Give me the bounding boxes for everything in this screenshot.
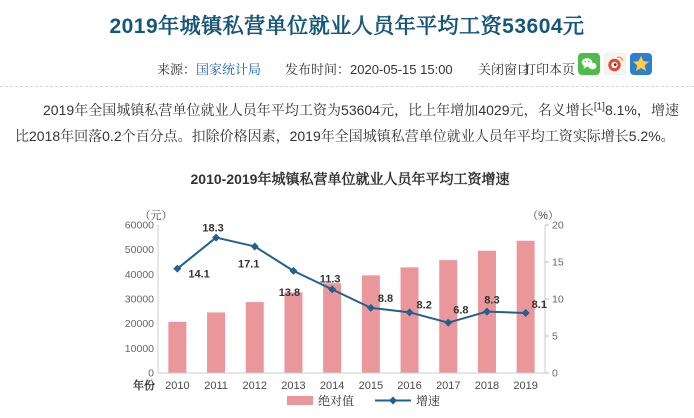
right-tick-label: 20 xyxy=(552,219,564,232)
paragraph-text-1: 2019年全国城镇私营单位就业人员年平均工资为53604元，比上年增加4029元，名义增长 xyxy=(43,102,594,118)
right-tick-label: 15 xyxy=(552,256,564,269)
data-label-2010: 14.1 xyxy=(188,268,210,281)
right-tick-label: 5 xyxy=(552,330,558,343)
data-label-2019: 8.1 xyxy=(531,299,547,312)
left-tick-label: 60000 xyxy=(124,219,154,232)
year-label-2015: 2015 xyxy=(358,380,384,392)
data-label-2012: 17.1 xyxy=(238,258,260,271)
data-label-2015: 8.8 xyxy=(377,292,394,305)
year-label-2018: 2018 xyxy=(474,380,500,392)
print-page-link[interactable]: 打印本页 xyxy=(523,62,576,77)
legend-bar-swatch xyxy=(287,396,313,405)
legend-line-marker xyxy=(389,397,397,405)
right-tick-label: 0 xyxy=(552,367,558,380)
year-label-2011: 2011 xyxy=(204,380,228,392)
paragraph-text-2: 8.1%，增速比2018年回落0.2个百分点。扣除价格因素，2019年全国城镇私营单位就业人员年平均工资实际增长5.2%。 xyxy=(15,102,680,144)
bar-2010 xyxy=(168,322,186,373)
bar-2012 xyxy=(246,302,264,373)
bar-2014 xyxy=(323,283,341,373)
year-label-2010: 2010 xyxy=(165,380,190,392)
article-paragraph xyxy=(15,97,679,149)
left-tick-label: 30000 xyxy=(124,293,154,306)
page-title: 2019年城镇私营单位就业人员年平均工资53604元 xyxy=(109,15,585,38)
year-label-2016: 2016 xyxy=(397,380,422,392)
year-label-2013: 2013 xyxy=(281,380,306,392)
source-label: 来源： xyxy=(157,62,197,77)
bar-2011 xyxy=(207,312,225,373)
bar-2013 xyxy=(284,292,302,373)
bar-2015 xyxy=(362,275,380,373)
right-axis-unit: （%） xyxy=(527,210,559,222)
data-label-2018: 8.3 xyxy=(484,294,500,307)
wechat-share-icon[interactable] xyxy=(578,53,600,75)
chart-title: 2010-2019年城镇私营单位就业人员年平均工资增速 xyxy=(190,171,510,187)
close-window-link[interactable]: 关闭窗口 xyxy=(478,62,531,77)
weibo-share-icon[interactable] xyxy=(604,53,626,75)
left-tick-label: 10000 xyxy=(124,342,154,355)
growth-line xyxy=(177,238,525,323)
year-label-2012: 2012 xyxy=(242,380,267,392)
meta-row xyxy=(0,0,694,86)
legend-line-label: 增速 xyxy=(416,394,441,408)
left-tick-label: 40000 xyxy=(124,268,154,281)
bar-2016 xyxy=(401,267,419,373)
left-tick-label: 20000 xyxy=(124,318,154,331)
data-label-2011: 18.3 xyxy=(202,222,224,235)
section-divider xyxy=(0,86,694,87)
data-label-2014: 11.3 xyxy=(319,273,341,286)
source-link[interactable]: 国家统计局 xyxy=(196,62,262,77)
qzone-share-icon[interactable] xyxy=(630,53,652,75)
left-tick-label: 50000 xyxy=(124,244,154,257)
year-label-2017: 2017 xyxy=(436,380,461,392)
left-tick-label: 0 xyxy=(148,367,154,380)
footnote-marker[interactable]: [1] xyxy=(593,101,605,113)
publish-time: 2020-05-15 15:00 xyxy=(350,62,453,77)
data-label-2016: 8.2 xyxy=(416,299,432,312)
left-axis-unit: （元） xyxy=(139,210,173,222)
data-label-2017: 6.8 xyxy=(453,304,469,317)
data-label-2013: 13.8 xyxy=(278,286,301,299)
year-label-2014: 2014 xyxy=(319,380,345,392)
year-label-2019: 2019 xyxy=(513,380,538,392)
source-line xyxy=(157,59,261,78)
publish-line xyxy=(285,59,453,78)
legend-bar-label: 绝对值 xyxy=(318,394,355,408)
chart-canvas xyxy=(120,195,580,418)
right-tick-label: 10 xyxy=(552,293,564,306)
x-axis-title: 年份 xyxy=(133,380,155,392)
wage-growth-chart xyxy=(120,169,580,418)
publish-label: 发布时间： xyxy=(285,62,351,77)
